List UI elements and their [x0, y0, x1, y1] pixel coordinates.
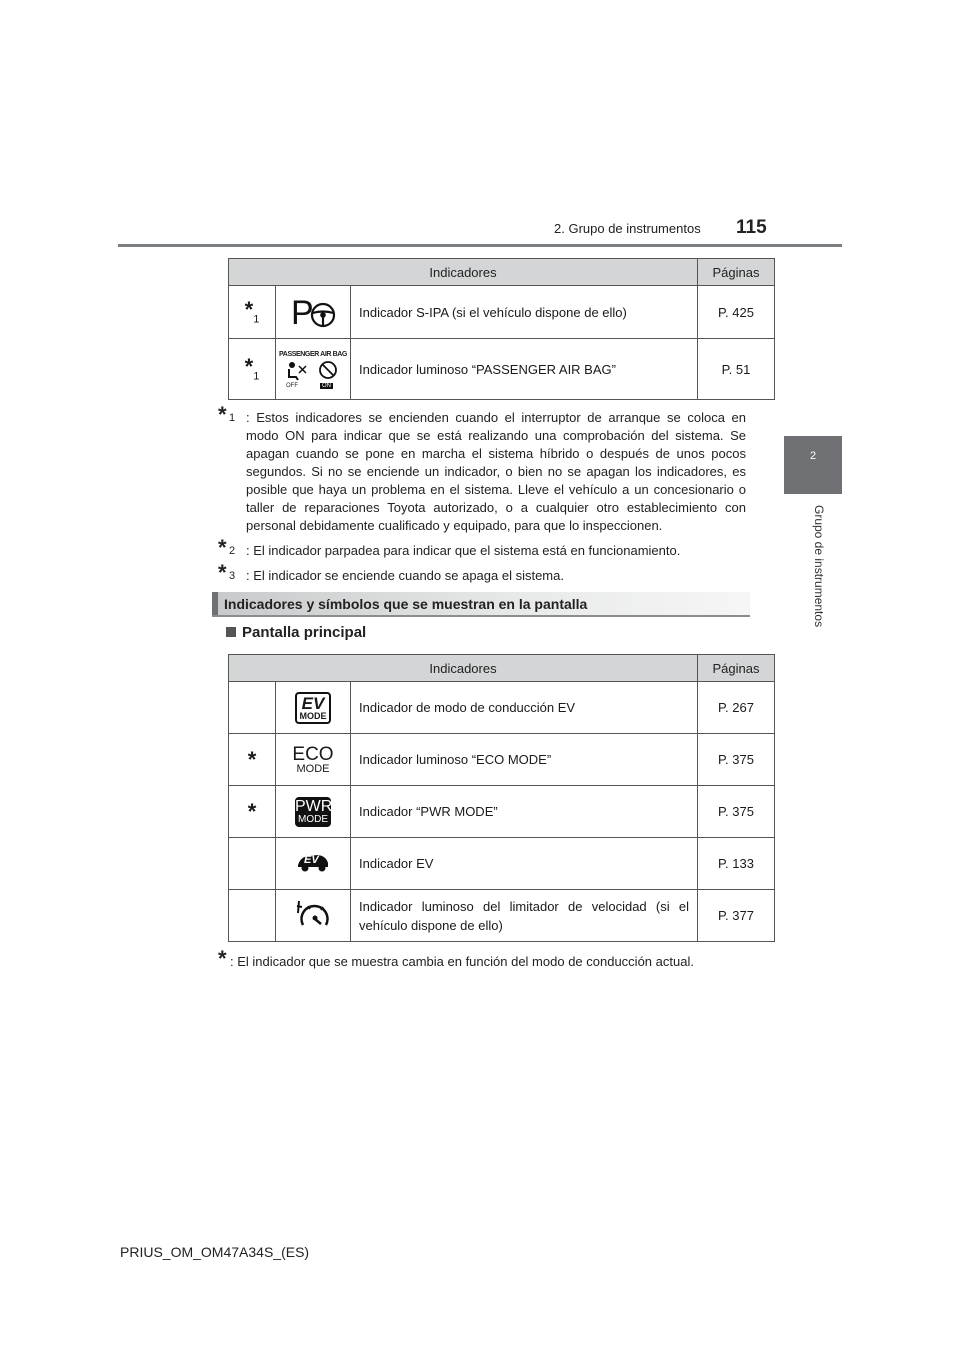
- footnote-3: * 3 : El indicador se enciende cuando se apaga el sistema.: [218, 560, 564, 585]
- row-description: Indicador de modo de conducción EV: [351, 682, 698, 734]
- table-header-row: [229, 655, 775, 682]
- table-row: [229, 286, 775, 339]
- indicators-table-1: [228, 258, 775, 400]
- row-page: P. 375: [698, 734, 775, 786]
- row-description: Indicador EV: [351, 838, 698, 890]
- row-mark: [229, 890, 276, 942]
- table-row: [229, 339, 775, 400]
- row-mark: $*_1$: [229, 339, 276, 400]
- row-description: Indicador “PWR MODE”: [351, 786, 698, 838]
- chapter-tab: [784, 436, 842, 494]
- footnote-star: * : El indicador que se muestra cambia en función del modo de conducción actual.: [218, 946, 694, 971]
- document-code: PRIUS_OM_OM47A34S_(ES): [120, 1244, 310, 1260]
- section-rule: [212, 615, 750, 617]
- pwr-mode-icon: PWR MODE: [276, 786, 351, 838]
- row-mark: *: [229, 786, 276, 838]
- row-mark: $*_1$: [229, 286, 276, 339]
- row-mark: [229, 838, 276, 890]
- chapter-side-label: Grupo de instrumentos: [812, 505, 826, 628]
- row-mark: *: [229, 734, 276, 786]
- row-description: Indicador luminoso “PASSENGER AIR BAG”: [351, 339, 698, 400]
- row-description: Indicador luminoso del limitador de velocidad (si el vehículo dispone de ello): [351, 890, 698, 942]
- table2-footnote: [218, 946, 746, 971]
- ev-car-icon: EV: [276, 838, 351, 890]
- col-indicators: Indicadores: [229, 655, 698, 682]
- row-page: P. 377: [698, 890, 775, 942]
- speed-limiter-icon: [276, 890, 351, 942]
- table-row: [229, 734, 775, 786]
- ev-mode-icon: EV MODE: [276, 682, 351, 734]
- chapter-title: 2. Grupo de instrumentos: [554, 221, 701, 236]
- s-ipa-icon: [276, 286, 351, 339]
- table-row: [229, 838, 775, 890]
- col-pages: Páginas: [698, 655, 775, 682]
- table-header-row: [229, 259, 775, 286]
- footnote-2: * 2 : El indicador parpadea para indicar que el sistema está en funcionamiento.: [218, 535, 681, 560]
- header-rule: [118, 244, 842, 247]
- col-pages: Páginas: [698, 259, 775, 286]
- row-description: Indicador S-IPA (si el vehículo dispone de ello): [351, 286, 698, 339]
- square-bullet-icon: [226, 627, 236, 637]
- row-mark: [229, 682, 276, 734]
- col-indicators: Indicadores: [229, 259, 698, 286]
- chapter-tab-number: 2: [809, 450, 817, 462]
- row-description: Indicador luminoso “ECO MODE”: [351, 734, 698, 786]
- indicators-table-2: [228, 654, 775, 942]
- row-page: P. 51: [698, 339, 775, 400]
- section-title: Indicadores y símbolos que se muestran en la pantalla: [224, 596, 588, 612]
- svg-text:P: P: [291, 293, 314, 331]
- table-row: [229, 890, 775, 942]
- row-page: P. 375: [698, 786, 775, 838]
- table-row: [229, 682, 775, 734]
- passenger-airbag-icon: PASSENGER AIR BAG OFF ON: [276, 339, 351, 400]
- table-row: [229, 786, 775, 838]
- eco-mode-icon: ECO MODE: [276, 734, 351, 786]
- row-page: P. 133: [698, 838, 775, 890]
- footnote-1: * 1 : Estos indicadores se encienden cuando el interruptor de arranque se coloca en modo ON para indicar que se está realizando una comprobación del sistema. Se apagan cuando se pone en marcha el sistema híbrido o después de unos pocos segundos. Si no se enciende un indicador, o bien no se apagan los indicadores, es posible que haya un problema en el sistema. Lleve el vehículo a un concesionario o taller de reparaciones Toyota autorizado, o a cualquier otro establecimiento con personal debidamente cualificado y equipado, para que lo inspeccionen.: [218, 402, 746, 533]
- subsection-title: Pantalla principal: [242, 624, 367, 641]
- section-heading-bar: [212, 592, 218, 616]
- footnotes: [218, 402, 746, 585]
- row-page: P. 267: [698, 682, 775, 734]
- row-page: P. 425: [698, 286, 775, 339]
- page-number: 115: [736, 217, 767, 238]
